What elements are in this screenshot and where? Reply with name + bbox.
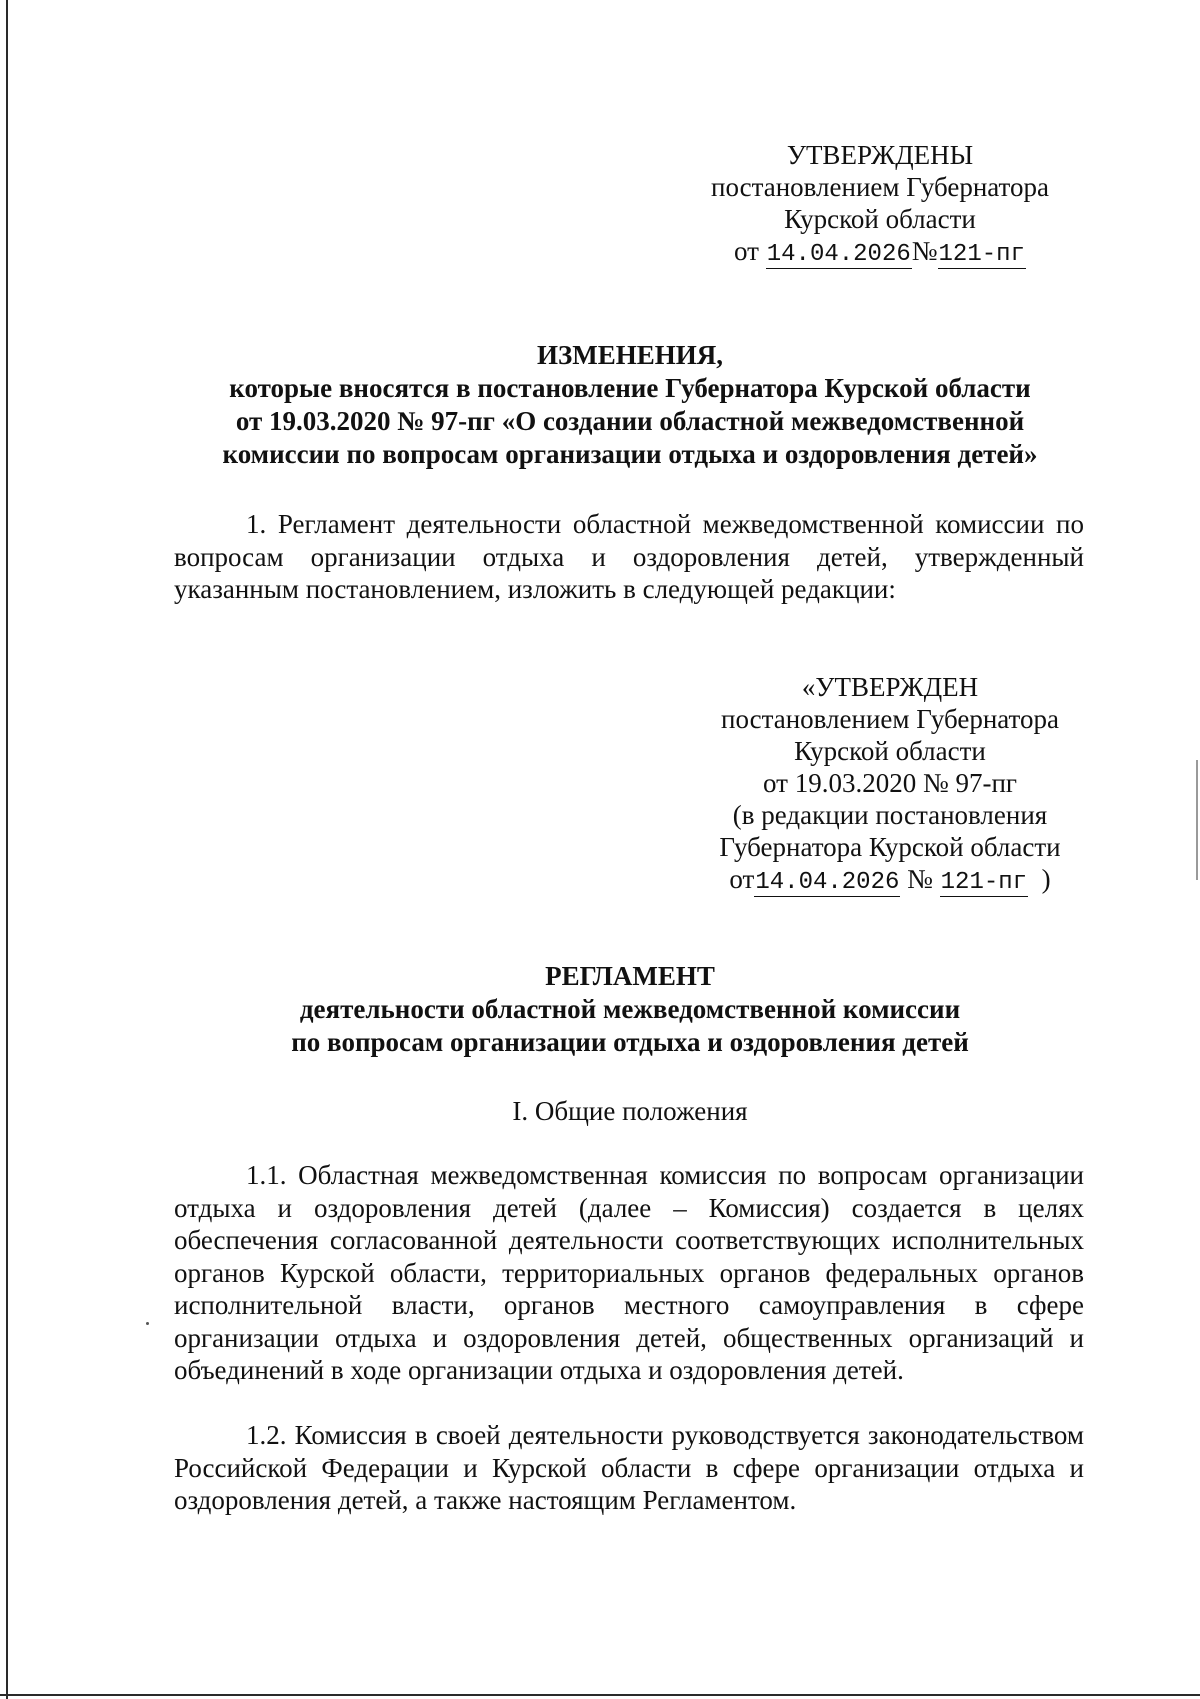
scan-border-left — [6, 0, 8, 1699]
regulation-approval-line-6: Губернатора Курской области — [719, 832, 1061, 862]
regulation-approval-line-4: от 19.03.2020 № 97-пг — [763, 768, 1017, 798]
scan-border-right-mark — [1196, 760, 1198, 880]
changes-title-line-3: от 19.03.2020 № 97-пг «О создании областной межведомственной — [235, 406, 1025, 436]
paragraph-1-1: 1.1. Областная межведомственная комиссия по вопросам организации отдыха и оздоровления детей (далее – Комиссия) создается в целях обеспечения согласованной деятельности соответствующих исполнительных органов Курской области, территориальных органов федеральных органов исполнительной власти, органов местного самоуправления в сфере организации отдыха и оздоровления детей, общественных организаций и объединений в ходе организации отдыха и оздоровления детей. — [174, 1160, 1084, 1385]
changes-title-line-4: комиссии по вопросам организации отдыха и оздоровления детей» — [222, 439, 1038, 469]
regulation-date-prefix: от — [729, 864, 755, 894]
regulation-heading: РЕГЛАМЕНТ — [545, 961, 715, 991]
changes-title-line-2: которые вносятся в постановление Губернатора Курской области — [229, 373, 1031, 403]
approval-number: 121-пг — [938, 241, 1025, 268]
changes-heading: ИЗМЕНЕНИЯ, — [536, 340, 723, 370]
changes-title — [170, 339, 1090, 471]
scan-border-bottom — [0, 1694, 1200, 1696]
regulation-approval-line-5: (в редакции постановления — [732, 800, 1048, 830]
approval-number-sign: № — [911, 236, 938, 266]
paragraph-1-2: 1.2. Комиссия в своей деятельности руководствуется законодательством Российской Федерации и Курской области в сфере организации отдыха и оздоровления детей, а также настоящим Регламентом. — [174, 1420, 1084, 1515]
approval-line-1: УТВЕРЖДЕНЫ — [786, 140, 974, 170]
regulation-approval-line-1: «УТВЕРЖДЕН — [801, 672, 979, 702]
regulation-approval-block — [690, 671, 1090, 899]
regulation-number: 121-пг — [940, 869, 1028, 896]
scan-speck — [146, 1322, 149, 1325]
section-1-title: I. Общие положения — [512, 1096, 748, 1126]
approval-date: 14.04.2026 — [766, 241, 911, 268]
approval-date-prefix: от — [734, 236, 759, 266]
regulation-title-line-2: деятельности областной межведомственной комиссии — [299, 994, 961, 1024]
approval-line-3: Курской области — [784, 204, 976, 234]
approval-block — [680, 139, 1080, 271]
regulation-approval-date-line — [690, 863, 1090, 899]
approval-line-2: постановлением Губернатора — [711, 172, 1049, 202]
approval-date-line — [680, 235, 1080, 271]
regulation-number-sign: № — [907, 864, 933, 894]
regulation-approval-line-2: постановлением Губернатора — [721, 704, 1059, 734]
paragraph-1: 1. Регламент деятельности областной межведомственной комиссии по вопросам организации отдыха и оздоровления детей, утвержденный указанным постановлением, изложить в следующей редакции: — [174, 509, 1084, 604]
regulation-title — [170, 960, 1090, 1059]
regulation-approval-line-3: Курской области — [794, 736, 986, 766]
regulation-date: 14.04.2026 — [755, 869, 900, 896]
regulation-closing: ) — [1041, 864, 1051, 894]
regulation-title-line-3: по вопросам организации отдыха и оздоровления детей — [291, 1027, 969, 1057]
